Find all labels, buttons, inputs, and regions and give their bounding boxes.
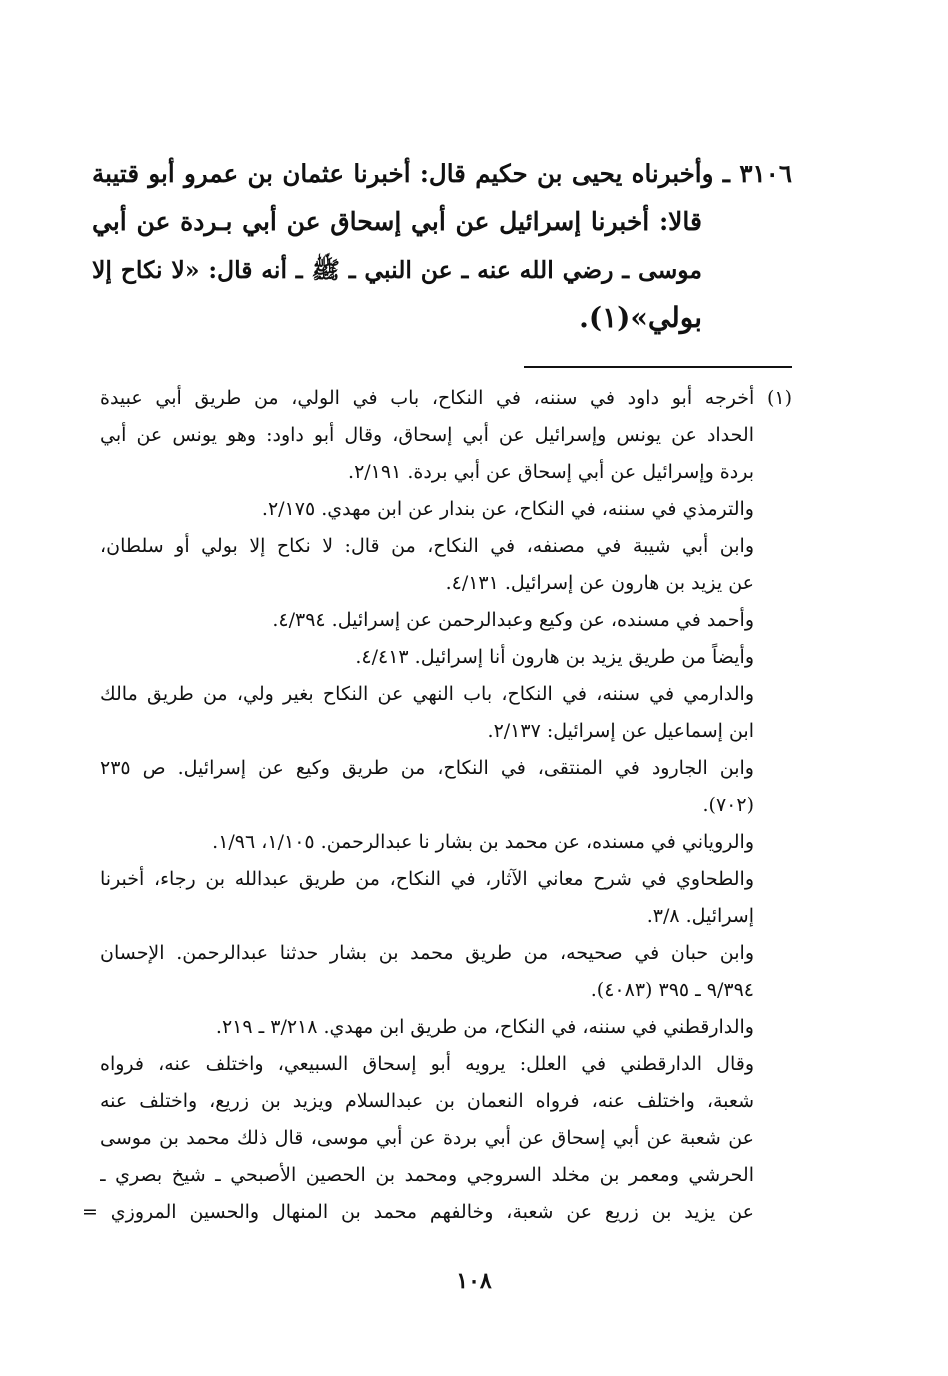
footnote-line-11: وابن الجارود في المنتقى، في النكاح، من طريق وكيع عن إسرائيل. ص ٢٣٥ [100, 757, 754, 779]
footnote-line-14: والطحاوي في شرح معاني الآثار، في النكاح، من طريق عبدالله بن رجاء، أخبرنا [100, 868, 754, 890]
footnote-line-4: والترمذي في سننه، في النكاح، عن بندار عن ابن مهدي. ٢/١٧٥. [261, 498, 754, 520]
footnote-line-19: وقال الدارقطني في العلل: يرويه أبو إسحاق السبيعي، واختلف عنه، فرواه [100, 1053, 754, 1075]
footnote-line-10: ابن إسماعيل عن إسرائيل: ٢/١٣٧. [487, 720, 754, 742]
hadith-line-2: قالا: أخبرنا إسرائيل عن أبي إسحاق عن أبي بـردة عن أبي [92, 207, 702, 236]
hadith-line-1: ٣١٠٦ ـ وأخبرناه يحيى بن حكيم قال: أخبرنا عثمان بن عمرو أبو قتيبة [92, 159, 792, 188]
footnote-line-15: إسرائيل. ٣/٨. [646, 905, 754, 927]
footnote-line-3: بردة وإسرائيل عن أبي إسحاق عن أبي بردة. ٢/١٩١. [348, 461, 754, 483]
footnote-line-18: والدارقطني في سننه، في النكاح، من طريق ابن مهدي. ٣/٢١٨ ـ ٢١٩. [215, 1016, 754, 1038]
hadith-line-4: بولي»(١). [579, 301, 702, 334]
footnote-line-20: شعبة، واختلف عنه، فرواه النعمان بن عبدالسلام ويزيد بن زريع، واختلف عنه [100, 1090, 754, 1112]
footnote-line-9: والدارمي في سننه، في النكاح، باب النهي عن النكاح بغير ولي، من طريق مالك [100, 683, 754, 705]
footnote-line-13: والروياني في مسنده، عن محمد بن بشار نا عبدالرحمن. ١/١٠٥، ١/٩٦. [212, 831, 754, 853]
footnote-separator [524, 366, 792, 368]
page-number: ١٠٨ [456, 1268, 492, 1294]
footnote-line-7: وأحمد في مسنده، عن وكيع وعبدالرحمن عن إسرائيل. ٤/٣٩٤. [272, 609, 754, 631]
footnote-line-6: عن يزيد بن هارون عن إسرائيل. ٤/١٣١. [445, 572, 754, 594]
footnote-line-22: الحرشي ومعمر بن مخلد السروجي ومحمد بن الحصين الأصبحي ـ شيخ بصري ـ [100, 1164, 754, 1186]
footnote-line-1: (١) أخرجه أبو داود في سننه، في النكاح، باب في الولي، من طريق أبي عبيدة [100, 387, 792, 409]
hadith-line-3: موسى ـ رضي الله عنه ـ عن النبي ـ ﷺ ـ أنه قال: «لا نكاح إلا [92, 256, 702, 284]
footnote-line-5: وابن أبي شيبة في مصنفه، في النكاح، من قال: لا نكاح إلا بولي أو سلطان، [100, 535, 754, 557]
footnote-line-2: الحداد عن يونس وإسرائيل عن أبي إسحاق، وقال أبو داود: وهو يونس عن أبي [100, 424, 754, 446]
footnote-line-23: عن يزيد بن زريع عن شعبة، وخالفهم محمد بن المنهال والحسين المروزي = [82, 1201, 754, 1223]
footnote-line-8: وأيضاً من طريق يزيد بن هارون أنا إسرائيل. ٤/٤١٣. [355, 646, 754, 668]
footnote-line-21: عن شعبة عن أبي إسحاق عن أبي بردة عن أبي موسى، قال ذلك محمد بن موسى [100, 1127, 754, 1149]
footnote-line-16: وابن حبان في صحيحه، من طريق محمد بن بشار حدثنا عبدالرحمن. الإحسان [100, 942, 754, 964]
footnote-line-12: (٧٠٢). [702, 794, 754, 816]
footnote-line-17: ٩/٣٩٤ ـ ٣٩٥ (٤٠٨٣). [590, 979, 754, 1001]
